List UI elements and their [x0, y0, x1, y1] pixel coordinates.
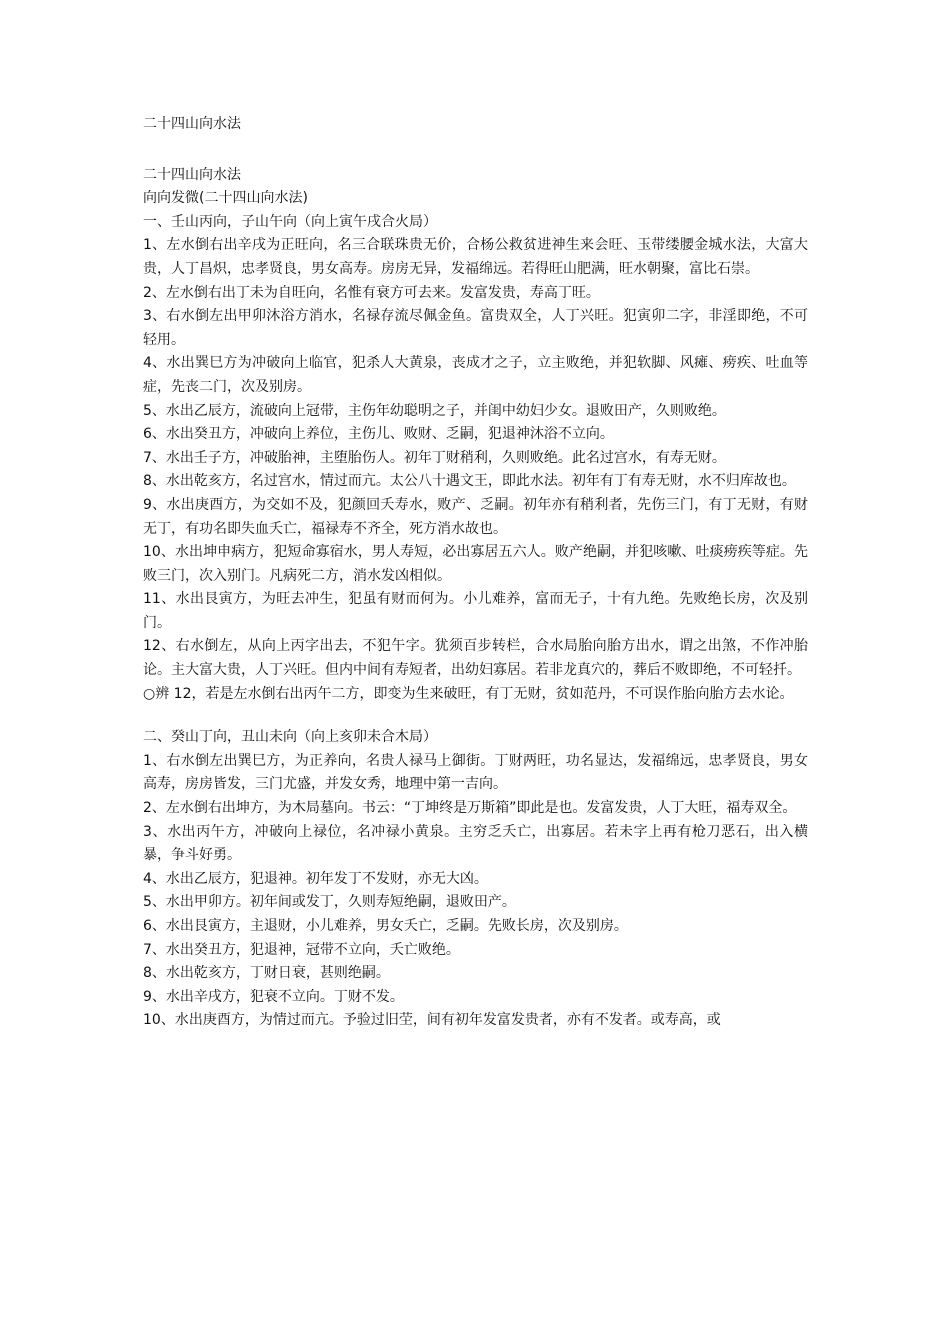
heading: 二十四山向水法 — [143, 166, 241, 183]
section-2-item: 9、水出辛戌方，犯衰不立向。丁财不发。 — [143, 988, 404, 1005]
section-2-item: 8、水出乾亥方，丁财日衰，甚则绝嗣。 — [143, 965, 390, 982]
section-2-item: 1、右水倒左出巽巳方，为正养向，名贵人禄马上御街。丁财两旺，功名显达，发福绵远，忠孝贤良，男女高寿，房房皆发，三门尤盛，并发女秀，地理中第一吉向。 — [143, 752, 808, 793]
section-1-item: 1、左水倒右出辛戌为正旺向，名三合联珠贵无价，合杨公救贫进神生来会旺、玉带缕腰金城水法，大富大贵，人丁昌炽，忠孝贤良，男女高寿。房房无异，发福绵远。若得旺山肥满，旺水朝聚，富比石崇。 — [143, 237, 808, 277]
section-2-item: 7、水出癸丑方，犯退神，冠带不立向，夭亡败绝。 — [143, 941, 460, 958]
section-2-title: 二、癸山丁向，丑山未向（向上亥卯未合木局） — [143, 729, 437, 746]
section-2-item: 5、水出甲卯方。初年间或发丁，久则寿短绝嗣，退败田产。 — [143, 894, 516, 911]
section-2-item: 10、水出庚酉方，为情过而亢。予验过旧茔，间有初年发富发贵者，亦有不发者。或寿高，或 — [143, 1012, 721, 1029]
section-1-item: 12、右水倒左，从向上丙字出去，不犯午字。犹须百步转栏，合水局胎向胎方出水，谓之出煞，不作冲胎论。主大富大贵，人丁兴旺。但内中间有寿短者，出幼妇寡居。若非龙真穴的，葬后不败即绝，不可轻扦。 — [143, 638, 808, 679]
section-1-item: 5、水出乙辰方，流破向上冠带，主伤年幼聪明之子，并闺中幼妇少女。退败田产，久则败绝。 — [143, 402, 726, 419]
section-1-title: 一、壬山丙向，子山午向（向上寅午戌合火局） — [143, 213, 437, 230]
section-2-item: 6、水出艮寅方，主退财，小儿难养，男女夭亡，乏嗣。先败长房，次及别房。 — [143, 918, 628, 934]
section-1-note: ○辨 12，若是左水倒右出丙午二方，即变为生来破旺，有丁无财，贫如范丹，不可误作胎向胎方去水论。 — [143, 685, 794, 702]
section-2-item: 2、左水倒右出坤方，为木局墓向。书云：“丁坤终是万斯箱”即此是也。发富发贵，人丁大旺，福寿双全。 — [143, 800, 797, 817]
section-1-item: 9、水出庚酉方，为交如不及，犯颜回夭寿水，败产、乏嗣。初年亦有稍利者，先伤三门，有丁无财，有财无丁，有功名即失血夭亡，福禄寿不齐全，死方消水故也。 — [143, 496, 808, 537]
subheading: 向向发微(二十四山向水法) — [143, 190, 308, 207]
spacer — [143, 137, 808, 164]
section-1-item: 2、左水倒右出丁未为自旺向，名惟有衰方可去来。发富发贵，寿高丁旺。 — [143, 284, 600, 301]
section-2-item: 3、水出丙午方，冲破向上禄位，名冲禄小黄泉。主穷乏夭亡，出寡居。若未字上再有枪刀恶石，出入横暴，争斗好勇。 — [143, 823, 808, 864]
document-page — [143, 113, 808, 1033]
section-1-item: 11、水出艮寅方，为旺去冲生，犯虽有财而何为。小儿难养，富而无子，十有九绝。先败绝长房，次及别门。 — [143, 591, 808, 631]
section-1-item: 7、水出壬子方，冲破胎神，主堕胎伤人。初年丁财稍利，久则败绝。此名过宫水，有寿无财。 — [143, 449, 726, 466]
spacer — [143, 706, 808, 726]
section-1-item: 4、水出巽巳方为冲破向上临官，犯杀人大黄泉，丧成才之子，立主败绝，并犯软脚、风瘫、痨疾、吐血等症，先丧二门，次及别房。 — [143, 355, 808, 395]
section-1-item: 3、右水倒左出甲卯沐浴方消水，名禄存流尽佩金鱼。富贵双全，人丁兴旺。犯寅卯二字，非淫即绝，不可轻用。 — [143, 308, 808, 348]
document-title: 二十四山向水法 — [143, 116, 241, 132]
section-1-item: 8、水出乾亥方，名过宫水，情过而亢。太公八十遇文王，即此水法。初年有丁有寿无财，水不归库故也。 — [143, 473, 796, 490]
section-2-item: 4、水出乙辰方，犯退神。初年发丁不发财，亦无大凶。 — [143, 870, 488, 887]
section-1-item: 10、水出坤申病方，犯短命寡宿水，男人寿短，必出寡居五六人。败产绝嗣，并犯咳嗽、吐痰痨疾等症。先败三门，次入别门。凡病死二方，消水发凶相似。 — [143, 544, 808, 584]
section-1-item: 6、水出癸丑方，冲破向上养位，主伤儿、败财、乏嗣，犯退神沐浴不立向。 — [143, 426, 614, 443]
